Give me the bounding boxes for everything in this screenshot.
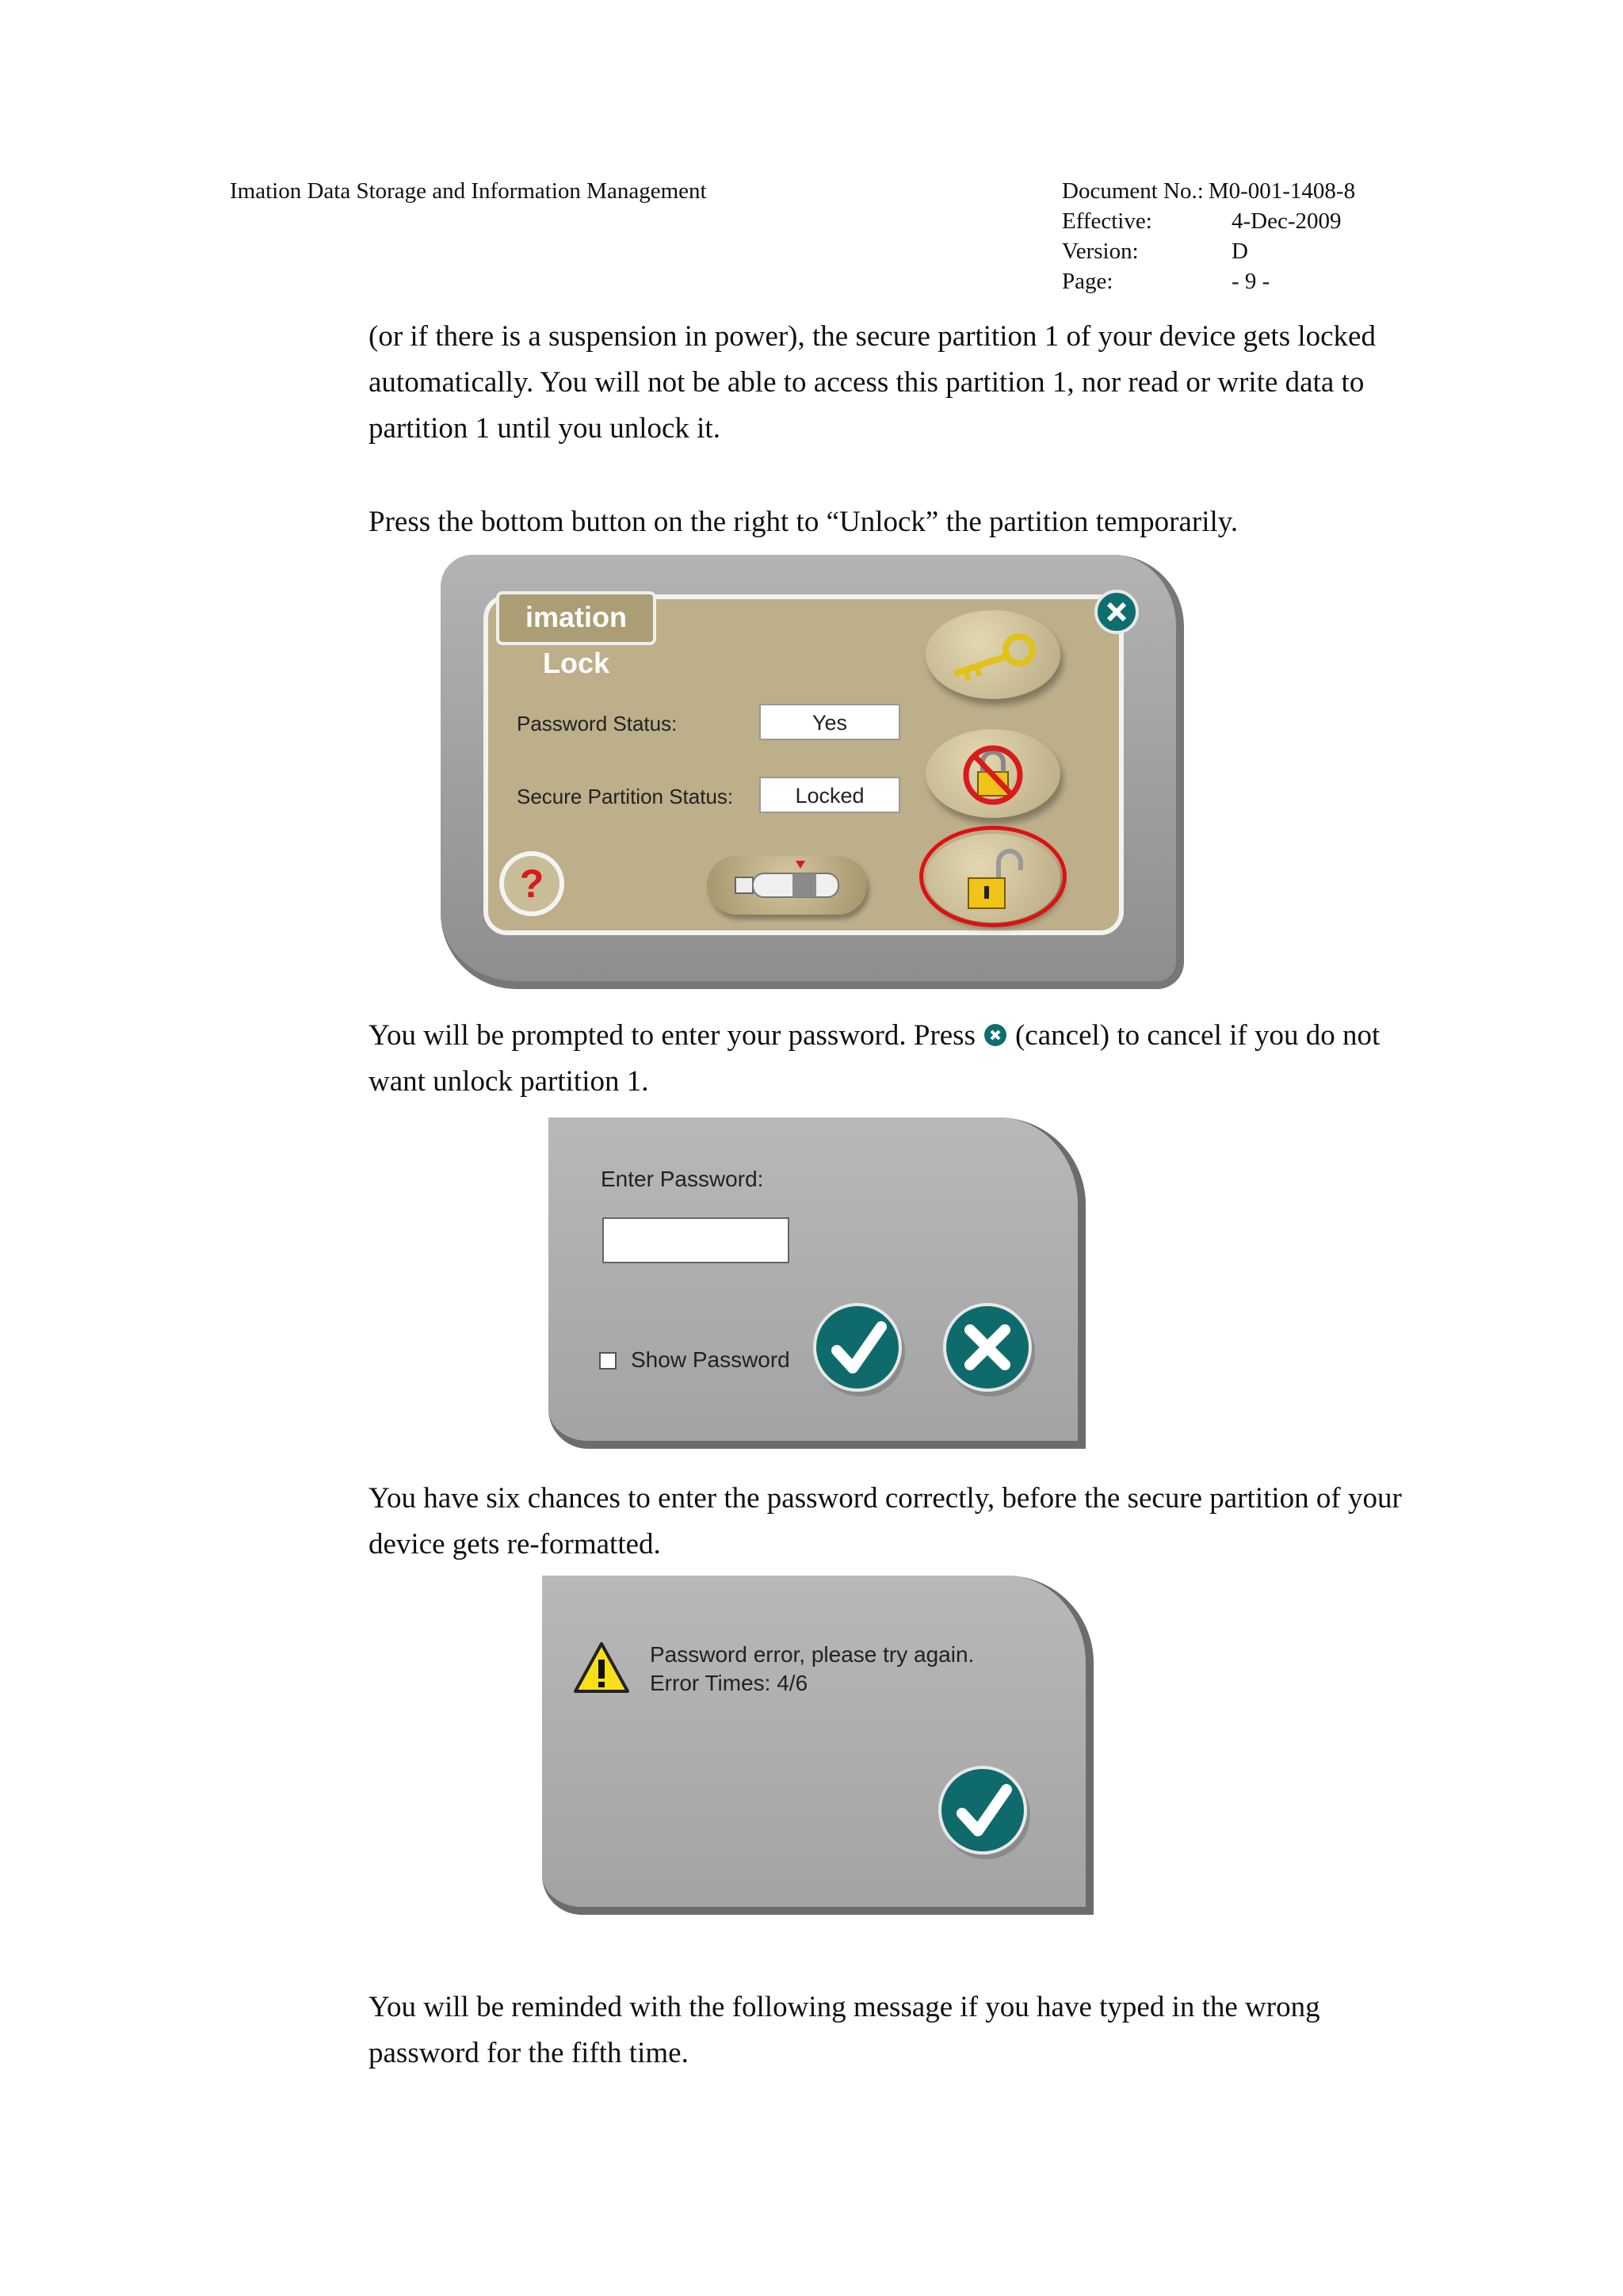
password-status-label: Password Status: bbox=[517, 712, 678, 735]
show-password-label: Show Password bbox=[631, 1347, 790, 1372]
page-number: - 9 - bbox=[1232, 269, 1270, 294]
password-input[interactable] bbox=[602, 1217, 789, 1263]
enter-password-label: Enter Password: bbox=[601, 1167, 764, 1191]
usb-drive-icon bbox=[707, 856, 867, 915]
paragraph-fifth-time bbox=[369, 1985, 1415, 2076]
paragraph-password-prompt bbox=[369, 1013, 1415, 1105]
usb-drive-indicator bbox=[707, 856, 867, 915]
cancel-button[interactable] bbox=[943, 1303, 1037, 1396]
header-meta bbox=[1062, 176, 1355, 296]
header-org: Imation Data Storage and Information Management bbox=[230, 178, 707, 204]
key-icon bbox=[926, 610, 1060, 699]
version: D bbox=[1232, 239, 1248, 264]
paragraph-six-chances-text: You have six chances to enter the password correctly, before the secure partition of your device gets re-formatted. bbox=[369, 1482, 1402, 1561]
error-ok-button[interactable] bbox=[938, 1766, 1032, 1859]
paragraph-fifth-time-text: You will be reminded with the following message if you have typed in the wrong password for the fifth time. bbox=[369, 1991, 1320, 2069]
error-message-line1: Password error, please try again. bbox=[650, 1642, 975, 1667]
unlock-highlight-ring bbox=[919, 826, 1067, 927]
paragraph-auto-lock-text: (or if there is a suspension in power), the secure partition 1 of your device gets locked automatically. You will not be able to access this partition 1, nor read or write data to partition 1 until you unlock it. bbox=[369, 320, 1376, 445]
enter-password-dialog bbox=[548, 1117, 1086, 1449]
doc-no: M0-001-1408-8 bbox=[1208, 178, 1356, 204]
paragraph-six-chances bbox=[369, 1476, 1415, 1568]
password-error-dialog bbox=[542, 1576, 1094, 1915]
version-label: Version: bbox=[1062, 239, 1139, 264]
password-status-value: Yes bbox=[759, 704, 900, 740]
lock-window-title bbox=[496, 591, 656, 679]
paragraph-auto-lock bbox=[369, 314, 1415, 452]
page-label: Page: bbox=[1062, 269, 1113, 294]
paragraph-press-unlock bbox=[369, 499, 1415, 545]
effective-date: 4-Dec-2009 bbox=[1232, 208, 1342, 234]
set-password-button[interactable] bbox=[926, 610, 1060, 699]
doc-no-label: Document No.: bbox=[1062, 178, 1204, 204]
paragraph-press-unlock-text: Press the bottom button on the right to “Unlock” the partition temporarily. bbox=[369, 506, 1239, 538]
cancel-icon bbox=[983, 1023, 1007, 1047]
error-message-line2: Error Times: 4/6 bbox=[650, 1671, 808, 1695]
paragraph-password-prompt-a: You will be prompted to enter your password. Press bbox=[369, 1019, 976, 1052]
remove-password-button[interactable] bbox=[926, 729, 1060, 818]
lock-forbidden-icon bbox=[926, 729, 1060, 818]
effective-label: Effective: bbox=[1062, 208, 1152, 234]
lock-window-title-text: imation Lock bbox=[525, 601, 627, 679]
warning-icon bbox=[572, 1641, 631, 1696]
partition-status-value: Locked bbox=[759, 777, 900, 813]
help-icon[interactable] bbox=[498, 850, 566, 918]
close-icon[interactable] bbox=[1094, 590, 1139, 634]
svg-text:?: ? bbox=[519, 861, 544, 906]
show-password-checkbox[interactable] bbox=[599, 1352, 617, 1370]
paragraph-password-prompt-b: (cancel) to cancel if you do not want unlock partition 1. bbox=[369, 1019, 1381, 1098]
ok-button[interactable] bbox=[813, 1303, 907, 1396]
partition-status-label: Secure Partition Status: bbox=[517, 785, 734, 808]
imation-lock-window bbox=[441, 555, 1186, 991]
paragraph-password-prompt-text bbox=[369, 1013, 1415, 1105]
